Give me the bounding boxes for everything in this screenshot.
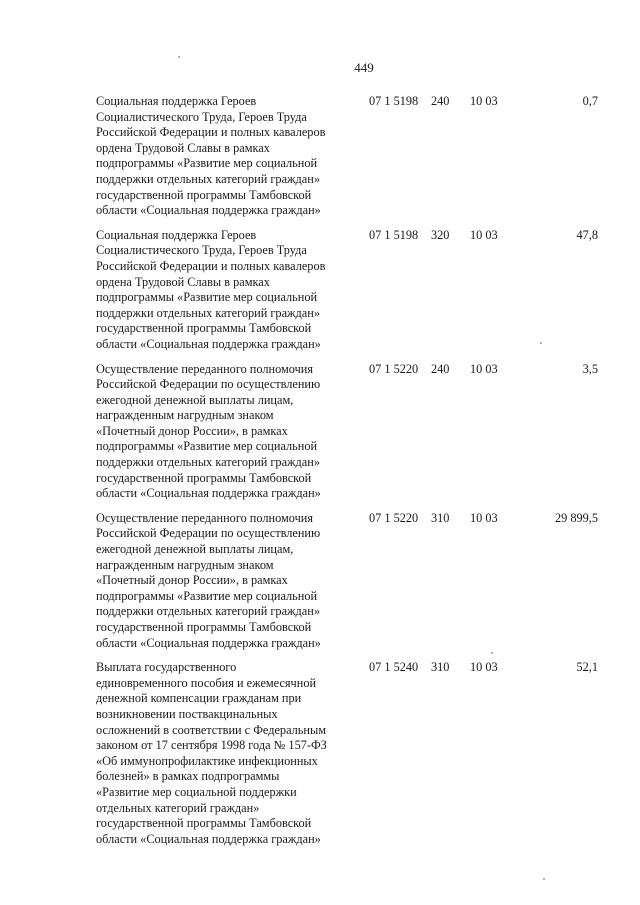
row-description: Выплата государственного единовременного пособия и ежемесячной денежной компенсации гражданам при возникновении поствакцинальных осложнений в соответствии с Федеральным законом от 17 сентября 1998 года № 157-ФЗ «Об иммунопрофилактике инфекционных болезней» в рамках подпрограммы «Развитие мер социальной поддержки отдельных категорий граждан» государственной программы Тамбовской области «Социальная поддержка граждан» — [96, 660, 327, 846]
expense-type-code: 310 — [431, 510, 450, 525]
scan-speck — [543, 878, 545, 880]
target-article-code: 07 1 5220 — [369, 510, 419, 525]
section-code: 10 03 — [470, 660, 498, 675]
target-article-code: 07 1 5198 — [369, 227, 419, 242]
section-code: 10 03 — [470, 510, 498, 525]
page-number: 449 — [354, 60, 374, 75]
target-article-code: 07 1 5220 — [369, 361, 419, 376]
row-description: Осуществление переданного полномочия Российской Федерации по осуществлению ежегодной денежной выплаты лицам, награжденным нагрудным знаком «Почетный донор России», в рамках подпрограммы «Развитие мер социальной поддержки отдельных категорий граждан» государственной программы Тамбовской области «Социальная поддержка граждан» — [96, 361, 321, 501]
row-description: Осуществление переданного полномочия Российской Федерации по осуществлению ежегодной денежной выплаты лицам, награжденным нагрудным знаком «Почетный донор России», в рамках подпрограммы «Развитие мер социальной поддержки отдельных категорий граждан» государственной программы Тамбовской области «Социальная поддержка граждан» — [96, 510, 321, 650]
row-description: Социальная поддержка Героев Социалистического Труда, Героев Труда Российской Федерации и полных кавалеров ордена Трудовой Славы в рамках подпрограммы «Развитие мер социальной поддержки отдельных категорий граждан» государственной программы Тамбовской области «Социальная поддержка граждан» — [96, 227, 326, 351]
amount-value: 3,5 — [582, 361, 598, 376]
table-row — [0, 94, 640, 219]
budget-table — [0, 94, 640, 856]
section-code: 10 03 — [470, 227, 498, 242]
expense-type-code: 320 — [431, 227, 450, 242]
section-code: 10 03 — [470, 94, 498, 108]
amount-value: 52,1 — [576, 660, 598, 675]
target-article-code: 07 1 5198 — [369, 94, 419, 108]
expense-type-code: 240 — [431, 361, 450, 376]
amount-value: 47,8 — [576, 227, 598, 242]
row-description: Социальная поддержка Героев Социалистического Труда, Героев Труда Российской Федерации и полных кавалеров ордена Трудовой Славы в рамках подпрограммы «Развитие мер социальной поддержки отдельных категорий граждан» государственной программы Тамбовской области «Социальная поддержка граждан» — [96, 94, 326, 218]
table-row — [0, 511, 640, 651]
scan-speck — [540, 342, 542, 344]
scan-speck — [178, 56, 180, 58]
table-row — [0, 362, 640, 502]
table-row — [0, 660, 640, 847]
section-code: 10 03 — [470, 361, 498, 376]
amount-value: 29 899,5 — [554, 510, 598, 525]
expense-type-code: 240 — [431, 94, 450, 108]
expense-type-code: 310 — [431, 660, 450, 675]
table-row — [0, 228, 640, 353]
amount-value: 0,7 — [582, 94, 598, 108]
scan-speck — [491, 652, 493, 654]
target-article-code: 07 1 5240 — [369, 660, 419, 675]
